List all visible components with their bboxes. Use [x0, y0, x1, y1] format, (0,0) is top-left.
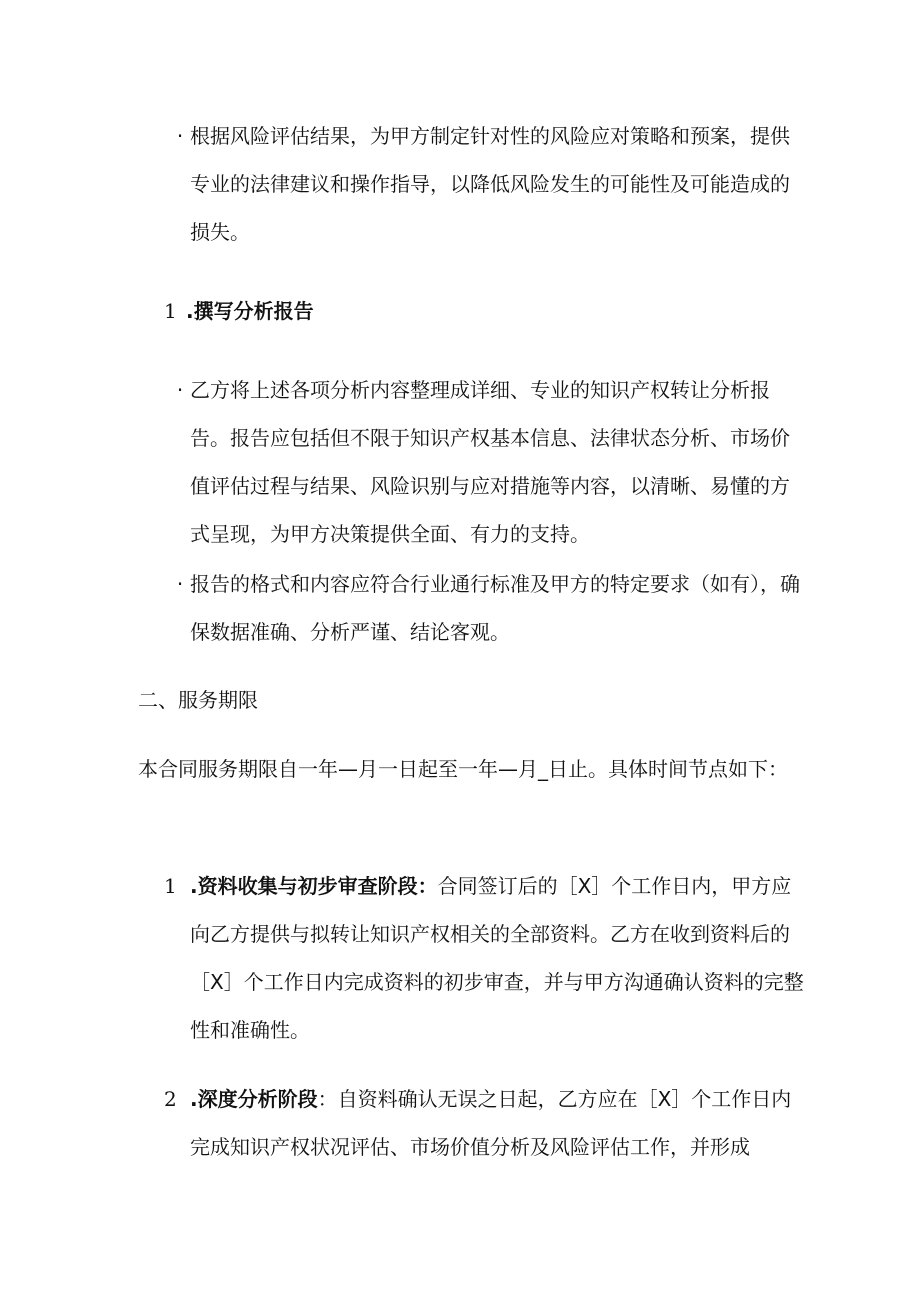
- stage-item-1: [164, 862, 810, 1054]
- stage-text: ：自资料确认无误之日起，乙方应在［X］个工作日内完成知识产权状况评估、市场价值分析及风险评估工作，并形成: [190, 1087, 792, 1159]
- bullet-paragraph-risk-strategy: [172, 112, 802, 256]
- paragraph-text: 根据风险评估结果，为甲方制定针对性的风险应对策略和预案，提供专业的法律建议和操作指导，以降低风险发生的可能性及可能造成的损失。: [190, 124, 790, 244]
- stage-title: .深度分析阶段: [190, 1087, 318, 1111]
- section-heading-report: [164, 287, 804, 335]
- section-heading-service-period: 二、服务期限: [138, 688, 258, 712]
- stage-item-2: [164, 1075, 810, 1171]
- stage-text: 合同签订后的［X］个工作日内，甲方应向乙方提供与拟转让知识产权相关的全部资料。乙方在收到资料后的［X］个工作日内完成资料的初步审查，并与甲方沟通确认资料的完整性和准确性。: [190, 874, 804, 1042]
- stage-number: 1: [164, 874, 177, 898]
- heading-title: .撰写分析报告: [186, 299, 314, 323]
- paragraph-text: 报告的格式和内容应符合行业通行标准及甲方的特定要求（如有），确保数据准确、分析严谨、结论客观。: [190, 572, 800, 644]
- service-period-paragraph: 本合同服务期限自一年—月一日起至一年—月_日止。具体时间节点如下：: [138, 757, 788, 781]
- bullet-marker: ·: [176, 378, 184, 402]
- stage-title: .资料收集与初步审查阶段：: [190, 874, 438, 898]
- bullet-paragraph-report-content: [172, 366, 802, 558]
- bullet-paragraph-report-format: [172, 560, 802, 656]
- bullet-marker: ·: [176, 124, 184, 148]
- paragraph-text: 乙方将上述各项分析内容整理成详细、专业的知识产权转让分析报告。报告应包括但不限于知识产权基本信息、法律状态分析、市场价值评估过程与结果、风险识别与应对措施等内容，以清晰、易懂的方式呈现，为甲方决策提供全面、有力的支持。: [190, 378, 790, 546]
- heading-number: 1: [164, 299, 177, 323]
- stage-number: 2: [164, 1087, 177, 1111]
- bullet-marker: ·: [176, 572, 184, 596]
